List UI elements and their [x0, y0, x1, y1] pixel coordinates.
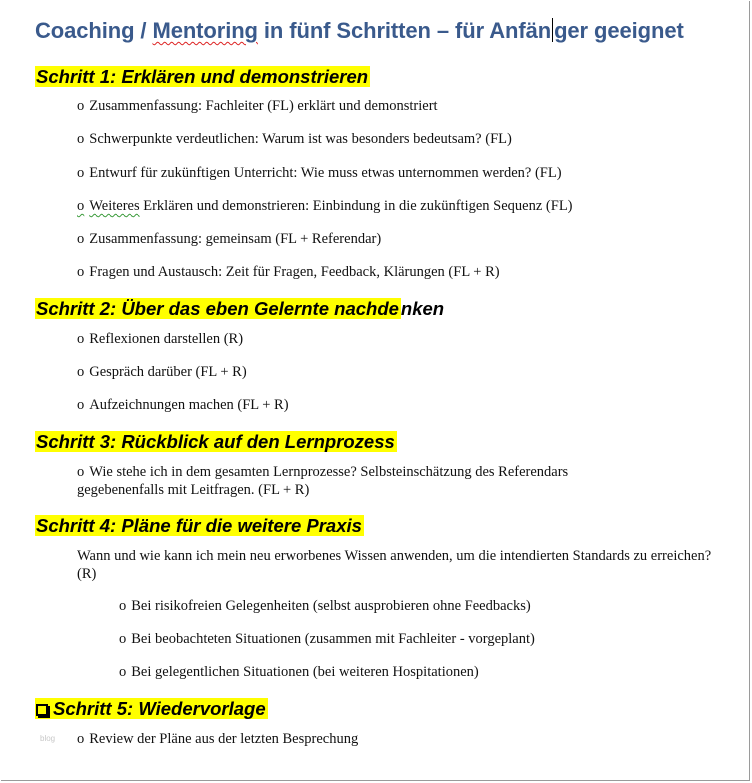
- list-item-text: Entwurf für zukünftigen Unterricht: Wie muss etwas unternommen werden? (FL): [89, 165, 562, 181]
- step-3-heading-text: Schritt 3: Rückblick auf den Lernprozess: [36, 431, 395, 452]
- title-part-4: ger geeignet: [554, 18, 684, 43]
- step-4-heading: [35, 515, 364, 537]
- watermark: blog: [40, 734, 56, 743]
- text-cursor: [552, 18, 553, 42]
- checkbox-icon: [36, 704, 48, 716]
- list-item: [77, 463, 637, 499]
- list-item-text: Aufzeichnungen machen (FL + R): [89, 397, 289, 413]
- list-item-text: Fragen und Austausch: Zeit für Fragen, Feedback, Klärungen (FL + R): [89, 264, 500, 280]
- list-item-text: Schwerpunkte verdeutlichen: Warum ist was besonders bedeutsam? (FL): [89, 131, 512, 147]
- title-part-3: in fünf Schritten – für Anfän: [257, 18, 552, 43]
- list-item-text: Zusammenfassung: Fachleiter (FL) erklärt und demonstriert: [89, 98, 438, 114]
- step-4-intro: Wann und wie kann ich mein neu erworbenes Wissen anwenden, um die intendierten Standards zu erreichen? (R): [77, 548, 712, 582]
- list-item-text: Bei gelegentlichen Situationen (bei weiteren Hospitationen): [131, 664, 479, 680]
- list-item-text: Reflexionen darstellen (R): [89, 331, 244, 347]
- list-item: [77, 396, 289, 414]
- list-item-text: Erklären und demonstrieren: Einbindung in die zukünftigen Sequenz (FL): [139, 198, 573, 214]
- bullet-marker: o: [119, 664, 127, 680]
- bullet-marker: o: [77, 264, 85, 280]
- title-misspelled-word: Mentoring: [152, 18, 258, 43]
- list-item: [77, 230, 381, 248]
- grammar-flagged-word: Weiteres: [89, 198, 140, 214]
- title-part-1: Coaching /: [35, 18, 153, 43]
- bullet-marker: o: [77, 198, 85, 214]
- step-3-heading: [35, 431, 397, 453]
- list-item-text: Bei risikofreien Gelegenheiten (selbst ausprobieren ohne Feedbacks): [131, 598, 531, 614]
- bullet-marker: o: [77, 165, 85, 181]
- step-4-heading-text: Schritt 4: Pläne für die weitere Praxis: [36, 515, 362, 536]
- bullet-marker: o: [119, 598, 127, 614]
- bullet-marker: o: [77, 331, 85, 347]
- list-item: [77, 130, 512, 148]
- list-item: [77, 730, 358, 748]
- list-item-text: Bei beobachteten Situationen (zusammen mit Fachleiter - vorgeplant): [131, 631, 535, 647]
- step-2-heading-highlighted: Schritt 2: Über das eben Gelernte nachde: [36, 298, 399, 319]
- step-1-heading: [35, 66, 370, 88]
- bullet-marker: o: [77, 131, 85, 147]
- list-item: [119, 663, 479, 681]
- list-item-text: Wie stehe ich in dem gesamten Lernprozesse? Selbsteinschätzung des Referendars gegebenenfalls mit Leitfragen. (FL + R): [77, 464, 569, 498]
- bullet-marker: o: [77, 464, 85, 480]
- document-title: [35, 18, 684, 44]
- step-5-heading-text: Schritt 5: Wiedervorlage: [53, 698, 266, 719]
- bullet-marker: o: [77, 731, 85, 747]
- list-item: [77, 97, 438, 115]
- list-item: [119, 630, 535, 648]
- step-2-heading-rest: nken: [400, 298, 445, 319]
- step-5-heading: [35, 698, 268, 720]
- list-item-text: Review der Pläne aus der letzten Besprechung: [89, 731, 359, 747]
- step-5-heading-highlight: [35, 698, 268, 719]
- list-item: [77, 263, 500, 281]
- bullet-marker: o: [119, 631, 127, 647]
- step-1-heading-text: Schritt 1: Erklären und demonstrieren: [36, 66, 369, 87]
- bullet-marker: o: [77, 98, 85, 114]
- list-item: [119, 597, 531, 615]
- list-item-text: Zusammenfassung: gemeinsam (FL + Referendar): [89, 231, 382, 247]
- list-item-text: Gespräch darüber (FL + R): [89, 364, 247, 380]
- bullet-marker: o: [77, 397, 85, 413]
- bullet-marker: o: [77, 231, 85, 247]
- list-item: [77, 330, 243, 348]
- list-item: [77, 197, 573, 215]
- bullet-marker: o: [77, 364, 85, 380]
- list-item: [77, 363, 247, 381]
- step-2-heading: [35, 298, 444, 320]
- list-item: [77, 164, 562, 182]
